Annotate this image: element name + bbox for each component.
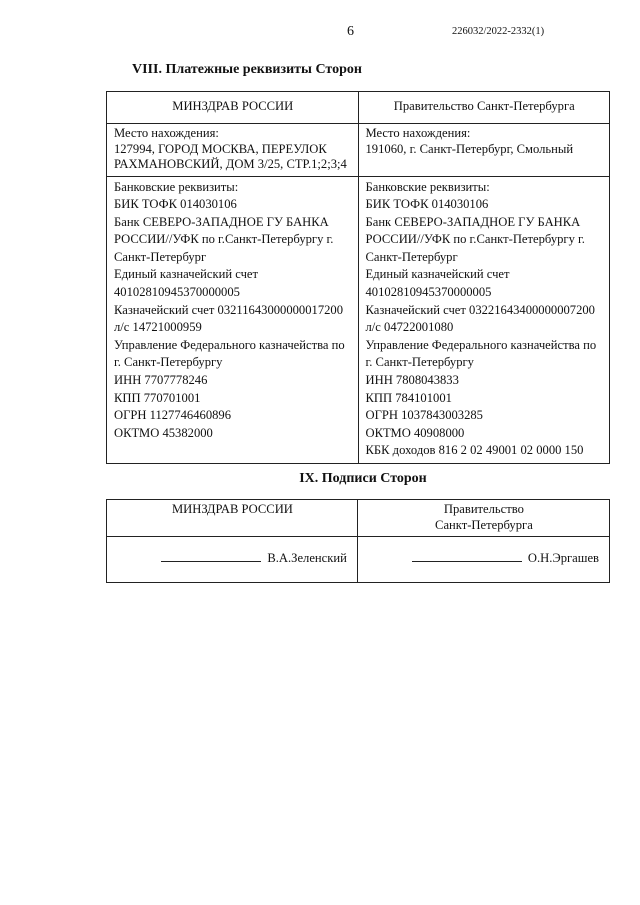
section-title-signatures: IX. Подписи Сторон [299,471,427,486]
party-line: Санкт-Петербурга [435,517,533,532]
location-line: РАХМАНОВСКИЙ, ДОМ 3/25, СТР.1;2;3;4 [114,157,347,171]
bank-line: Казначейский счет 03211643000000017200 [114,302,344,317]
signature-party-right [357,500,609,537]
table-row [107,176,610,464]
bank-line: л/с 04722001080 [365,320,454,335]
bank-line: Банковские реквизиты: [365,179,490,194]
location-line: Место нахождения: [114,126,219,140]
signatures-table [106,499,610,583]
bank-details-right [358,176,610,464]
location-left [107,124,359,177]
signature-line [412,560,522,562]
bank-line: 40102810945370000005 [365,285,492,300]
bank-line: ИНН 7707778246 [114,373,208,388]
party-right-header: Правительство Санкт-Петербурга [358,92,610,124]
signature-cell-left [107,537,358,583]
location-line: Место нахождения: [365,126,471,140]
bank-line: БИК ТОФК 014030106 [114,197,237,212]
bank-details-left [107,176,359,464]
bank-line: ИНН 7808043833 [365,373,459,388]
signer-name: В.А.Зеленский [267,551,347,566]
table-row [107,92,610,124]
bank-line: Единый казначейский счет [365,267,510,282]
bank-line: Управление Федерального казначейства по [114,337,345,352]
bank-line: РОССИИ//УФК по г.Санкт-Петербургу г. [365,232,585,247]
bank-line: 40102810945370000005 [114,285,240,300]
table-row [107,124,610,177]
table-row [107,500,610,537]
location-line: 127994, ГОРОД МОСКВА, ПЕРЕУЛОК [114,141,327,156]
location-right [358,124,610,177]
bank-line: ОГРН 1037843003285 [365,408,483,423]
payment-details-table [106,91,610,464]
signer-name: О.Н.Эргашев [527,551,599,566]
bank-line: ОГРН 1127746460896 [114,408,232,423]
section-title-payment-details: VIII. Платежные реквизиты Сторон [132,62,362,77]
bank-line: л/с 14721000959 [114,320,202,335]
signature-party-left: МИНЗДРАВ РОССИИ [107,500,358,537]
bank-line: Управление Федерального казначейства по [365,337,597,352]
bank-line: КПП 770701001 [114,390,201,405]
bank-line: Банк СЕВЕРО-ЗАПАДНОЕ ГУ БАНКА [114,214,329,229]
bank-line: Банк СЕВЕРО-ЗАПАДНОЕ ГУ БАНКА [365,214,581,229]
bank-line: КБК доходов 816 2 02 49001 02 0000 150 [365,443,584,458]
bank-line: Санкт-Петербург [114,249,207,264]
bank-line: КПП 784101001 [365,390,452,405]
bank-line: РОССИИ//УФК по г.Санкт-Петербургу г. [114,232,334,247]
signature-cell-right [357,537,609,583]
signature-line [161,560,261,562]
document-code: 226032/2022-2332(1) [452,26,545,37]
bank-line: Единый казначейский счет [114,267,259,282]
party-left-header: МИНЗДРАВ РОССИИ [107,92,359,124]
bank-line: г. Санкт-Петербургу [114,355,223,370]
location-line: 191060, г. Санкт-Петербург, Смольный [365,141,574,156]
bank-line: Банковские реквизиты: [114,179,239,194]
bank-line: ОКТМО 40908000 [365,425,465,440]
table-row [107,537,610,583]
bank-line: Казначейский счет 03221643400000007200 [365,302,595,317]
bank-line: Санкт-Петербург [365,249,458,264]
bank-line: г. Санкт-Петербургу [365,355,474,370]
page-number: 6 [347,24,354,39]
bank-line: ОКТМО 45382000 [114,425,213,440]
bank-line: БИК ТОФК 014030106 [365,197,489,212]
party-line: Правительство [443,502,524,516]
